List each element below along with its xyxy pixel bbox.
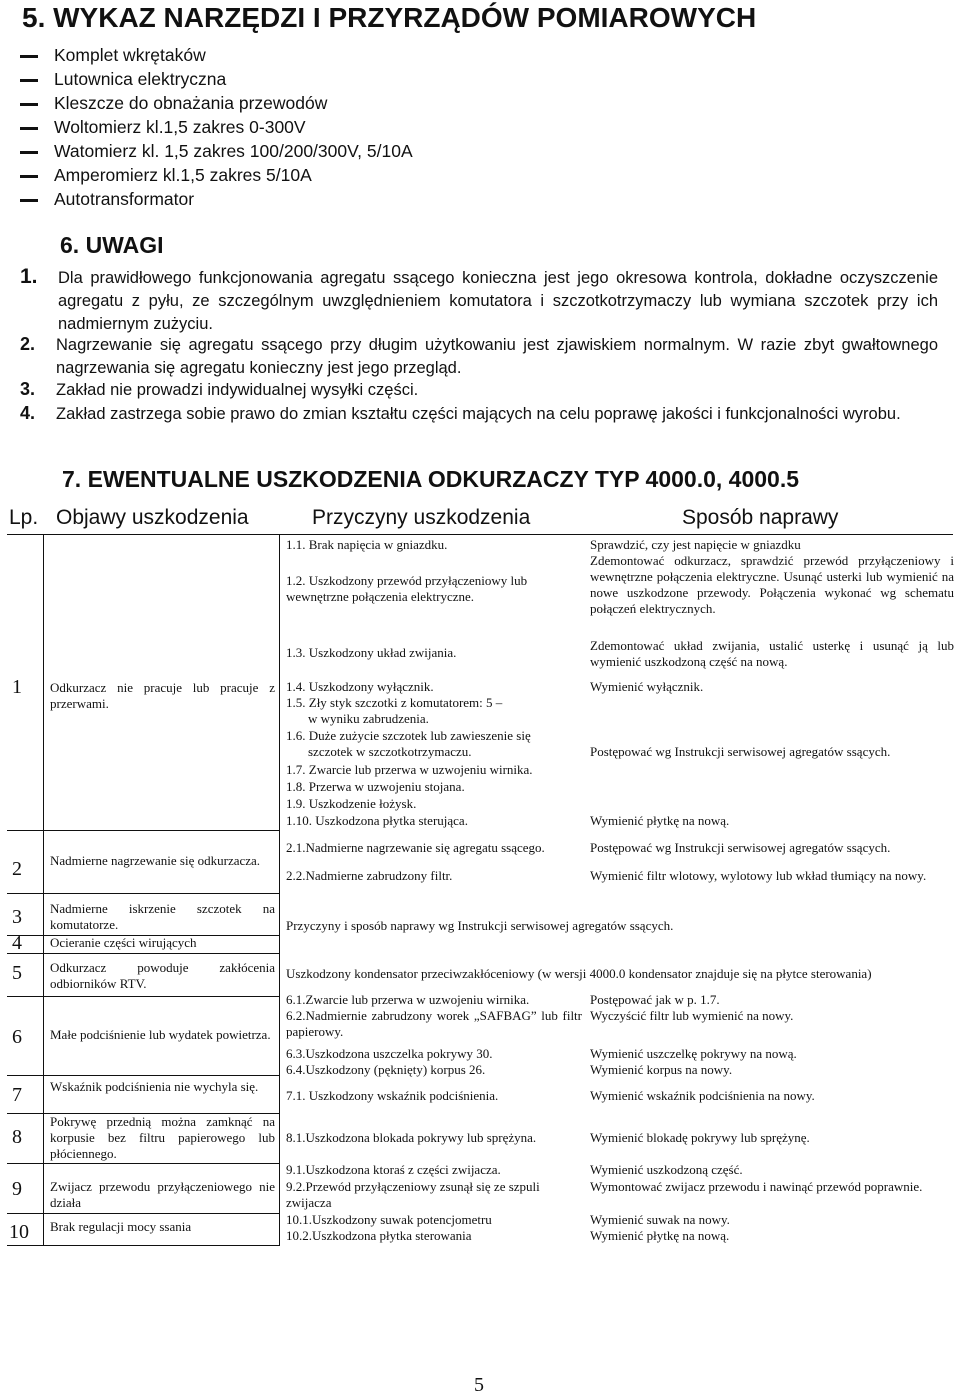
cause-text: 1.6. Duże zużycie szczotek lub zawieszenie się — [286, 728, 531, 743]
cause-text: 1.7. Zwarcie lub przerwa w uzwojeniu wirnika. — [286, 762, 533, 777]
dash-icon — [20, 79, 38, 82]
row-number: 3 — [12, 906, 22, 928]
tool-label: Woltomierz kl.1,5 zakres 0-300V — [54, 117, 306, 137]
cause-text: 8.1.Uszkodzona blokada pokrywy lub sprężyna. — [286, 1130, 537, 1145]
symptom-text: Nadmierne nagrzewanie się odkurzacza. — [50, 853, 261, 868]
row-number: 9 — [12, 1178, 22, 1200]
cause-text: 1.5. Zły styk szczotki z komutatorem: 5 – — [286, 695, 503, 710]
repair-text: Zdemontować układ zwijania, ustalić usterkę i usunąć ją lub wymienić uszkodzoną część na nową. — [590, 638, 954, 669]
tool-label: Kleszcze do obnażania przewodów — [54, 93, 328, 113]
tool-label: Autotransformator — [54, 189, 195, 209]
table-rule — [7, 996, 280, 997]
cause-repair-text: Przyczyny i sposób naprawy wg Instrukcji serwisowej agregatów ssących. — [286, 918, 674, 933]
cause-text: 6.3.Uszkodzona uszczelka pokrywy 30. — [286, 1046, 493, 1061]
table-rule — [7, 534, 953, 535]
cause-repair-text: Uszkodzony kondensator przeciwzakłóceniowy (w wersji 4000.0 kondensator znajduje się na płytce sterowania) — [286, 966, 872, 981]
tool-label: Lutownica elektryczna — [54, 69, 227, 89]
repair-text: Wymontować zwijacz przewodu i nawinąć przewód poprawnie. — [590, 1179, 923, 1194]
repair-text: Wymienić płytkę na nową. — [590, 813, 730, 828]
tool-label: Watomierz kl. 1,5 zakres 100/200/300V, 5/10A — [54, 141, 413, 161]
row-number: 8 — [12, 1126, 22, 1148]
repair-text: Wyczyścić filtr lub wymienić na nowy. — [590, 1008, 794, 1023]
note-text: Zakład zastrzega sobie prawo do zmian kształtu części mających na celu poprawę jakości i funkcjonalności wyrobu. — [56, 405, 901, 423]
note-text: Zakład nie prowadzi indywidualnej wysyłki części. — [56, 381, 419, 399]
note-text: Nagrzewanie się agregatu ssącego przy długim użytkowaniu jest zjawiskiem normalnym. W razie zbyt gwałtownego nagrzewania się agregatu konieczny jest jego przegląd. — [56, 336, 938, 377]
cause-text: 1.4. Uszkodzony wyłącznik. — [286, 679, 434, 694]
header-lp: Lp. — [9, 506, 39, 529]
repair-text: Postępować wg Instrukcji serwisowej agregatów ssących. — [590, 840, 891, 855]
heading-notes: 6. UWAGI — [60, 232, 164, 258]
tool-item — [20, 165, 312, 186]
cause-text: 10.2.Uszkodzona płytka sterowania — [286, 1228, 472, 1243]
row-number: 1 — [12, 676, 22, 698]
cause-text: 2.1.Nadmierne nagrzewanie się agregatu ssącego. — [286, 840, 545, 855]
repair-text: Wymienić suwak na nowy. — [590, 1212, 730, 1227]
tool-label: Amperomierz kl.1,5 zakres 5/10A — [54, 165, 312, 185]
repair-text: Zdemontować odkurzacz, sprawdzić przewód przyłączeniowy i wewnętrzne połączenia elektryczne. Usunąć usterki lub wymienić na nowe uszkodzone przewody. Połączenia wykonać wg schematu połączeń elektrycznych. — [590, 553, 954, 616]
dash-icon — [20, 127, 38, 130]
table-rule — [43, 534, 44, 1245]
cause-text: 6.2.Nadmiernie zabrudzony worek „SAFBAG” lub filtr papierowy. — [286, 1008, 582, 1039]
repair-text: Wymienić wskaźnik podciśnienia na nowy. — [590, 1088, 815, 1103]
dash-icon — [20, 175, 38, 178]
cause-text: 1.1. Brak napięcia w gniazdku. — [286, 537, 448, 552]
repair-text: Sprawdzić, czy jest napięcie w gniazdku — [590, 537, 801, 552]
repair-text: Wymienić blokadę pokrywy lub sprężynę. — [590, 1130, 810, 1145]
row-number: 10 — [9, 1221, 29, 1243]
heading-faults: 7. EWENTUALNE USZKODZENIA ODKURZACZY TYP 4000.0, 4000.5 — [62, 466, 800, 492]
symptom-text: Zwijacz przewodu przyłączeniowego nie działa — [50, 1179, 275, 1210]
repair-text: Postępować jak w p. 1.7. — [590, 992, 720, 1007]
row-number: 5 — [12, 962, 22, 984]
dash-icon — [20, 199, 38, 202]
dash-icon — [20, 151, 38, 154]
table-rule — [7, 893, 280, 894]
symptom-text: Odkurzacz powoduje zakłócenia odbiorników RTV. — [50, 960, 275, 991]
row-number: 7 — [12, 1084, 22, 1106]
table-rule — [7, 1213, 280, 1214]
symptom-text: Brak regulacji mocy ssania — [50, 1219, 192, 1234]
note-number: 2. — [20, 334, 36, 354]
note-number: 1. — [20, 265, 38, 288]
repair-text: Wymienić filtr wlotowy, wylotowy lub wkład tłumiący na nowy. — [590, 868, 927, 883]
cause-text: 2.2.Nadmierne zabrudzony filtr. — [286, 868, 453, 883]
table-rule — [7, 1075, 280, 1076]
dash-icon — [20, 103, 38, 106]
repair-text: Wymienić korpus na nowy. — [590, 1062, 733, 1077]
table-rule — [7, 830, 280, 831]
header-symptoms: Objawy uszkodzenia — [56, 506, 249, 529]
cause-text: 6.4.Uszkodzony (pęknięty) korpus 26. — [286, 1062, 486, 1077]
page-number: 5 — [474, 1374, 484, 1396]
tool-item — [20, 117, 306, 138]
note-text: Dla prawidłowego funkcjonowania agregatu ssącego konieczna jest jego okresowa kontrola, dokładne oczyszczenie agregatu z pyłu, ze szczególnym uwzględnieniem komutatora i szczotkotrzymaczy lub wymiana szczotek przy ich nadmiernym zużyciu. — [58, 269, 938, 333]
repair-text: Postępować wg Instrukcji serwisowej agregatów ssących. — [590, 744, 891, 759]
tool-label: Komplet wkrętaków — [54, 45, 206, 65]
row-number: 4 — [12, 932, 22, 954]
repair-text: Wymienić uszczelkę pokrywy na nową. — [590, 1046, 797, 1061]
cause-text: 6.1.Zwarcie lub przerwa w uzwojeniu wirnika. — [286, 992, 530, 1007]
tool-item — [20, 141, 413, 162]
cause-text: 1.3. Uszkodzony układ zwijania. — [286, 645, 457, 660]
symptom-text: Małe podciśnienie lub wydatek powietrza. — [50, 1027, 271, 1042]
note-number: 4. — [20, 403, 36, 423]
note-number: 3. — [20, 379, 36, 399]
symptom-text: Pokrywę przednią można zamknąć na korpusie bez filtru papierowego lub płóciennego. — [50, 1114, 275, 1161]
table-rule — [279, 534, 280, 1245]
cause-text: 9.2.Przewód przyłączeniowy zsunął się ze szpuli zwijacza — [286, 1179, 540, 1210]
cause-text: w wyniku zabrudzenia. — [308, 711, 429, 726]
repair-text: Wymienić uszkodzoną część. — [590, 1162, 743, 1177]
cause-text: 10.1.Uszkodzony suwak potencjometru — [286, 1212, 492, 1227]
cause-text: 7.1. Uszkodzony wskaźnik podciśnienia. — [286, 1088, 499, 1103]
repair-text: Wymienić płytkę na nową. — [590, 1228, 730, 1243]
table-rule — [7, 953, 280, 954]
table-rule — [7, 1245, 280, 1246]
dash-icon — [20, 55, 38, 58]
symptom-text: Wskaźnik podciśnienia nie wychyla się. — [50, 1079, 259, 1094]
heading-tools: 5. WYKAZ NARZĘDZI I PRZYRZĄDÓW POMIAROWYCH — [22, 2, 757, 33]
tool-item — [20, 45, 206, 66]
symptom-text: Nadmierne iskrzenie szczotek na komutatorze. — [50, 901, 275, 932]
symptom-text: Ocieranie części wirujących — [50, 935, 197, 950]
table-rule — [7, 1163, 280, 1164]
header-causes: Przyczyny uszkodzenia — [312, 506, 531, 529]
cause-text: 1.9. Uszkodzenie łożysk. — [286, 796, 417, 811]
symptom-text: Odkurzacz nie pracuje lub pracuje z przerwami. — [50, 680, 275, 711]
row-number: 6 — [12, 1026, 22, 1048]
tool-item — [20, 189, 194, 210]
cause-text: 1.8. Przerwa w uzwojeniu stojana. — [286, 779, 465, 794]
header-repair: Sposób naprawy — [682, 506, 839, 529]
cause-text: szczotek w szczotkotrzymaczu. — [308, 744, 472, 759]
cause-text: 9.1.Uszkodzona ktoraś z części zwijacza. — [286, 1162, 501, 1177]
cause-text: 1.10. Uszkodzona płytka sterująca. — [286, 813, 468, 828]
repair-text: Wymienić wyłącznik. — [590, 679, 704, 694]
cause-text: 1.2. Uszkodzony przewód przyłączeniowy lub wewnętrzne połączenia elektryczne. — [286, 573, 528, 604]
tool-item — [20, 93, 327, 114]
row-number: 2 — [12, 858, 22, 880]
tool-item — [20, 69, 226, 90]
